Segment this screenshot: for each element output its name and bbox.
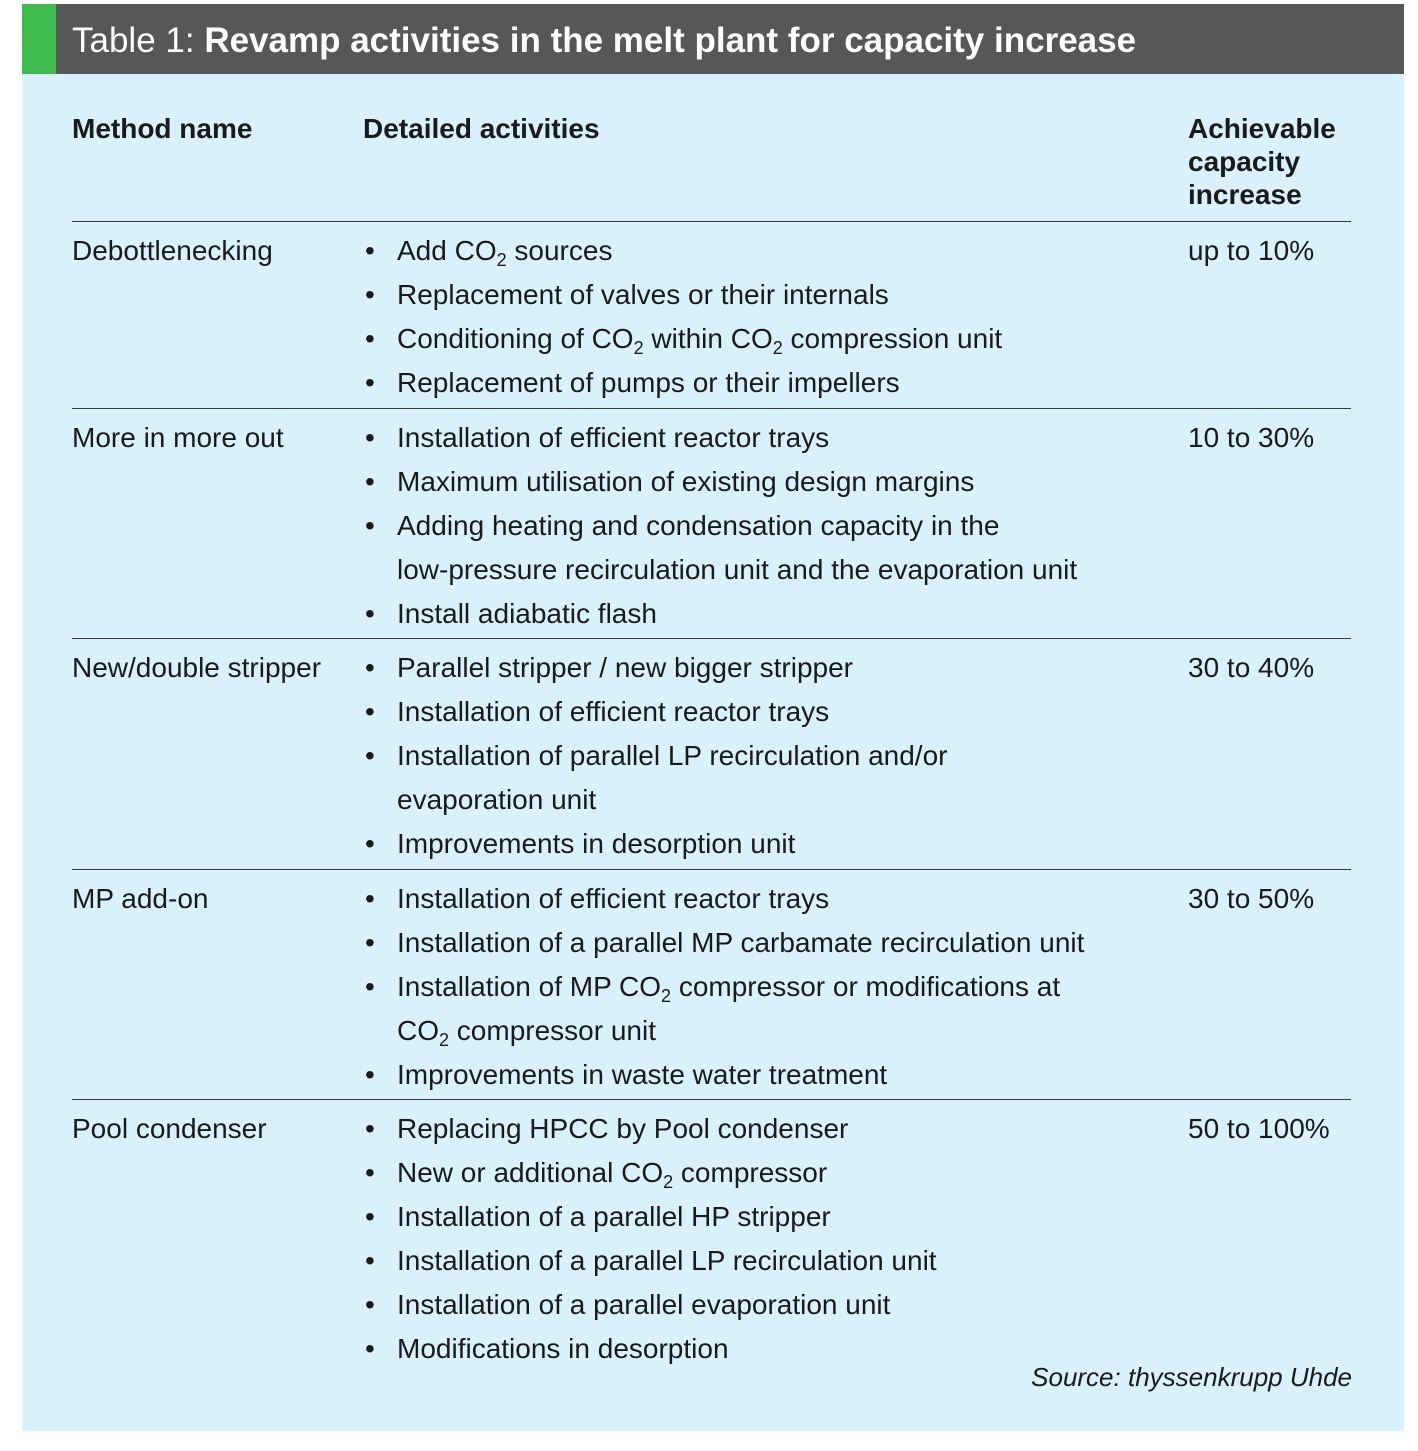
activity-list-debottlenecking [363,229,1002,405]
activity-list-mp-add-on [363,877,1084,1097]
activity-item: • Adding heating and condensation capacity in the low-pressure recirculation unit and the evaporation unit [363,504,1077,592]
activity-item: • Installation of efficient reactor trays [363,416,1077,460]
subscript: 2 [661,986,672,1006]
activity-item: • Installation of a parallel LP recirculation unit [363,1239,937,1283]
method-pool-condenser: Pool condenser [72,1113,267,1144]
method-new-double-stripper: New/double stripper [72,652,322,683]
row-divider [72,1099,1351,1100]
activity-item: • Installation of parallel LP recirculation and/or evaporation unit [363,734,947,822]
capacity-mp-add-on: 30 to 50% [1188,883,1315,914]
activity-item: • Installation of MP $CO_2$ compressor or modifications at $CO_2$ compressor unit [363,965,1084,1053]
subscript: 2 [772,338,783,358]
capacity-new-double-stripper: 30 to 40% [1188,652,1315,683]
activity-item: • Installation of efficient reactor trays [363,877,1084,921]
capacity-debottlenecking: up to 10% [1188,235,1315,266]
header-method-name: Method name [72,113,253,144]
activity-item: • Add $CO_2$ sources [363,229,1002,273]
subscript: 2 [439,1030,450,1050]
activity-item: • Conditioning of $CO_2$ within $CO_2$ compression unit [363,317,1002,361]
activity-item: • Improvements in desorption unit [363,822,947,866]
header-detailed-activities: Detailed activities [363,113,600,144]
activity-item: • Installation of a parallel evaporation unit [363,1283,937,1327]
table-number: Table 1: [72,21,205,60]
title-bar [22,4,1404,74]
activity-item: • Replacing HPCC by Pool condenser [363,1107,937,1151]
method-mp-add-on: MP add-on [72,883,209,914]
activity-item: • Maximum utilisation of existing design margins [363,460,1077,504]
source-note: Source: thyssenkrupp Uhde [1031,1362,1352,1392]
table-panel [22,4,1404,1431]
capacity-more-in-more-out: 10 to 30% [1188,422,1315,453]
accent-stripe [22,4,56,74]
subscript: 2 [633,338,644,358]
header-capacity-increase: Achievable capacity increase [1188,113,1336,210]
method-debottlenecking: Debottlenecking [72,235,273,266]
row-divider [72,408,1351,409]
subscript: 2 [663,1172,674,1192]
activity-list-more-in-more-out [363,416,1077,636]
activity-item: • Improvements in waste water treatment [363,1053,1084,1097]
row-divider [72,638,1351,639]
activity-item: • Installation of a parallel HP stripper [363,1195,937,1239]
activity-item: • Replacement of valves or their internals [363,273,1002,317]
table-title-text: Revamp activities in the melt plant for capacity increase [204,21,1137,60]
activity-item: • New or additional $CO_2$ compressor [363,1151,937,1195]
row-divider [72,869,1351,870]
table-title [72,4,1136,74]
activity-item: • Parallel stripper / new bigger stripper [363,646,947,690]
activity-item: • Installation of a parallel MP carbamate recirculation unit [363,921,1084,965]
capacity-pool-condenser: 50 to 100% [1188,1113,1330,1144]
row-divider [72,221,1351,222]
activity-item: • Replacement of pumps or their impellers [363,361,1002,405]
subscript: 2 [496,250,507,270]
activity-item: • Install adiabatic flash [363,592,1077,636]
activity-list-pool-condenser [363,1107,937,1371]
activity-item: • Modifications in desorption [363,1327,937,1371]
method-more-in-more-out: More in more out [72,422,284,453]
activity-item: • Installation of efficient reactor trays [363,690,947,734]
activity-list-new-double-stripper [363,646,947,866]
